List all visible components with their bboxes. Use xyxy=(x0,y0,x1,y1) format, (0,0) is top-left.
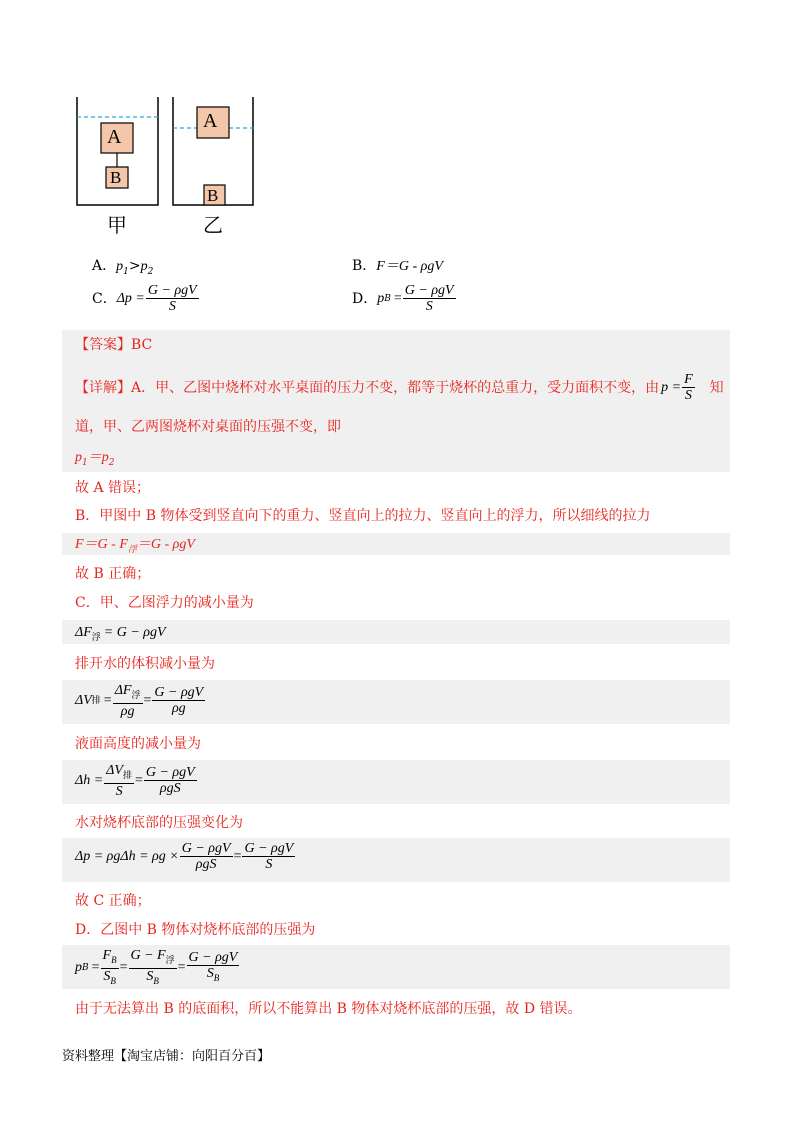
option-b-label: B． xyxy=(352,258,377,274)
detail-d-eq-eq2: = xyxy=(119,960,128,976)
option-d-lhs-sub: B xyxy=(384,293,391,304)
detail-b-eq-part2: ＝G - ρgV xyxy=(136,537,195,552)
answer-line xyxy=(75,335,152,355)
detail-d-eq xyxy=(75,948,240,989)
detail-c-eq2 xyxy=(75,683,206,719)
detail-c-line4: 水对烧杯底部的压强变化为 xyxy=(75,815,243,831)
option-b-text: F＝G - ρgV xyxy=(376,259,443,274)
detail-c-eq4-num1: G − ρgV xyxy=(181,841,231,856)
detail-c-eq2-frac2 xyxy=(152,685,205,716)
detail-d-eq-eq3: = xyxy=(177,960,186,976)
detail-d-line: D．乙图中 B 物体对烧杯底部的压强为 xyxy=(75,922,316,938)
option-d-fraction xyxy=(403,283,456,314)
detail-c-eq4-eq2: = xyxy=(233,848,242,864)
option-d-eq: = xyxy=(393,290,402,306)
option-a-label: A． xyxy=(92,258,117,274)
detail-d-eq-num1-wrap xyxy=(101,948,119,969)
detail-a-line1-end: 知 xyxy=(709,379,724,396)
detail-c-eq2-num1: ΔF xyxy=(114,683,132,698)
box-a-right-label: A xyxy=(203,110,218,132)
detail-d-eq-lhs-sub: B xyxy=(82,963,89,974)
detail-c-eq3-den1: S xyxy=(115,783,123,799)
detail-b-eq-sub: 浮 xyxy=(127,544,137,555)
option-c-fraction xyxy=(146,283,199,314)
detail-d-eq-num1-sub: B xyxy=(111,954,117,965)
detail-c-eq3-den2: ρgS xyxy=(159,781,181,797)
detail-d-eq-num3: G − ρgV xyxy=(188,950,238,966)
detail-a-formula-lhs: p = xyxy=(661,379,682,395)
option-c-lhs: Δp = xyxy=(116,290,145,306)
detail-c-eq1-lhs: ΔF xyxy=(75,625,92,640)
detail-a-text: A．甲、乙图中烧杯对水平桌面的压力不变，都等于烧杯的总重力，受力面积不变，由 xyxy=(131,379,660,396)
detail-c-eq3-num1-wrap xyxy=(104,763,134,784)
detail-d-eq-den1: S xyxy=(103,968,111,984)
detail-c-eq1-sub: 浮 xyxy=(91,632,101,643)
option-c-num: G − ρgV xyxy=(147,283,197,298)
detail-a-line1 xyxy=(75,372,725,403)
detail-d-eq-num1: F xyxy=(102,948,112,963)
detail-d-eq-den2-sub: B xyxy=(153,975,159,986)
detail-d-eq-den1-sub: B xyxy=(110,975,116,986)
detail-c-line1: C．甲、乙图浮力的减小量为 xyxy=(75,595,254,611)
option-c-label: C． xyxy=(92,290,117,307)
detail-d-eq-den1-wrap xyxy=(101,969,118,989)
figure-label-right: 乙 xyxy=(203,213,223,237)
detail-a-formula-num: F xyxy=(684,372,693,387)
option-c-den: S xyxy=(168,299,176,314)
option-a-op: > xyxy=(128,258,141,274)
detail-c-eq3 xyxy=(75,763,198,799)
detail-c-eq2-num1-sub: 浮 xyxy=(131,689,141,700)
detail-d-eq-den2: S xyxy=(146,968,154,984)
option-d-den: S xyxy=(425,299,433,314)
option-d xyxy=(352,283,457,314)
box-a-left-label: A xyxy=(107,126,122,148)
detail-c-eq1 xyxy=(75,622,166,648)
detail-c-eq2-lhs: ΔV xyxy=(75,692,92,708)
detail-d-eq-lhs: p xyxy=(75,960,82,976)
option-a-rhs: p xyxy=(140,259,148,274)
detail-c-eq2-den1: ρg xyxy=(120,703,135,719)
detail-a-formula xyxy=(682,372,695,403)
detail-c-eq1-rhs: = G − ρgV xyxy=(103,625,166,640)
detail-a-eq-lhs: p xyxy=(75,450,82,465)
detail-a-eq-mid: ＝p xyxy=(87,450,109,465)
detail-c-eq3-num1: ΔV xyxy=(106,763,123,778)
detail-a-eq-lhs-sub: 1 xyxy=(82,457,88,468)
detail-a-conclusion: 故 A 错误； xyxy=(75,480,151,496)
option-a-lhs: p xyxy=(116,259,124,274)
detail-d-eq-den3-sub: B xyxy=(213,973,220,984)
detail-d-eq-den3: S xyxy=(206,966,214,982)
detail-d-eq-frac2 xyxy=(129,948,177,989)
detail-b-conclusion: 故 B 正确； xyxy=(75,566,151,582)
detail-c-eq4-frac1 xyxy=(180,841,233,872)
detail-d-eq-eq: = xyxy=(91,960,100,976)
detail-d-eq-num2-wrap xyxy=(129,948,177,969)
detail-c-eq2-num1-wrap xyxy=(113,683,143,704)
beaker-figure xyxy=(70,95,260,235)
box-b-left-label: B xyxy=(110,168,122,187)
detail-b-line: B．甲图中 B 物体受到竖直向下的重力、竖直向上的拉力、竖直向上的浮力，所以细线的拉力 xyxy=(75,508,651,524)
box-b-right-label: B xyxy=(207,186,219,205)
detail-c-eq3-frac2 xyxy=(144,765,197,796)
detail-c-eq4-num2: G − ρgV xyxy=(244,841,294,856)
detail-b-equation xyxy=(75,534,195,560)
detail-d-eq-den2-wrap xyxy=(144,969,161,989)
option-d-label: D． xyxy=(352,290,378,307)
detail-c-line2: 排开水的体积减小量为 xyxy=(75,656,215,672)
detail-c-eq4-den1: ρgS xyxy=(195,857,217,872)
detail-d-eq-num2-sub: 浮 xyxy=(165,954,175,965)
detail-c-eq2-num2: G − ρgV xyxy=(154,685,204,701)
detail-c-eq3-lhs: Δh = xyxy=(75,772,104,788)
detail-d-eq-frac1 xyxy=(101,948,119,989)
option-c xyxy=(92,283,200,314)
detail-a-formula-den: S xyxy=(684,388,692,403)
detail-b-eq-part1: F＝G - F xyxy=(75,537,128,552)
detail-c-line3: 液面高度的减小量为 xyxy=(75,736,201,752)
answer-tag: 【答案】 xyxy=(75,337,131,353)
detail-c-eq2-sub: 排 xyxy=(91,695,101,706)
detail-d-conclusion: 由于无法算出 B 的底面积，所以不能算出 B 物体对烧杯底部的压强，故 D 错误。 xyxy=(75,1001,582,1017)
detail-a-equation xyxy=(75,447,114,473)
detail-d-eq-num2: G − F xyxy=(130,948,166,963)
detail-c-eq4-frac2 xyxy=(242,841,295,872)
figure-label-left: 甲 xyxy=(107,213,127,237)
detail-c-conclusion: 故 C 正确； xyxy=(75,893,151,909)
detail-a-eq-rhs-sub: 2 xyxy=(108,457,115,468)
page-footer: 资料整理【淘宝店铺：向阳百分百】 xyxy=(62,1049,271,1064)
detail-c-eq3-num2: G − ρgV xyxy=(145,765,195,781)
detail-c-eq2-eq2: = xyxy=(143,692,152,708)
detail-c-eq4-den2: S xyxy=(265,857,273,872)
detail-c-eq4 xyxy=(75,841,296,872)
option-d-num: G − ρgV xyxy=(404,283,454,298)
detail-c-eq3-num1-sub: 排 xyxy=(122,769,132,780)
detail-c-eq2-eq: = xyxy=(103,692,112,708)
answer-value: BC xyxy=(131,337,153,353)
beaker-diagram xyxy=(70,95,260,235)
option-a-rhs-sub: 2 xyxy=(147,266,154,277)
detail-c-eq4-lhs: Δp = ρgΔh = ρg × xyxy=(75,848,179,864)
detail-c-eq3-eq2: = xyxy=(134,772,143,788)
option-a-lhs-sub: 1 xyxy=(123,266,129,277)
detail-d-eq-den3-wrap xyxy=(205,966,222,986)
detail-c-eq3-frac1 xyxy=(104,763,134,799)
detail-c-eq2-den2: ρg xyxy=(171,701,186,717)
option-a xyxy=(92,256,153,282)
detail-tag: 【详解】 xyxy=(75,379,131,396)
option-d-lhs: p xyxy=(377,290,385,306)
detail-a-line2: 道，甲、乙两图烧杯对桌面的压强不变，即 xyxy=(75,419,341,435)
detail-d-eq-frac3 xyxy=(187,950,240,986)
option-b xyxy=(352,256,443,277)
detail-c-eq2-frac1 xyxy=(113,683,143,719)
